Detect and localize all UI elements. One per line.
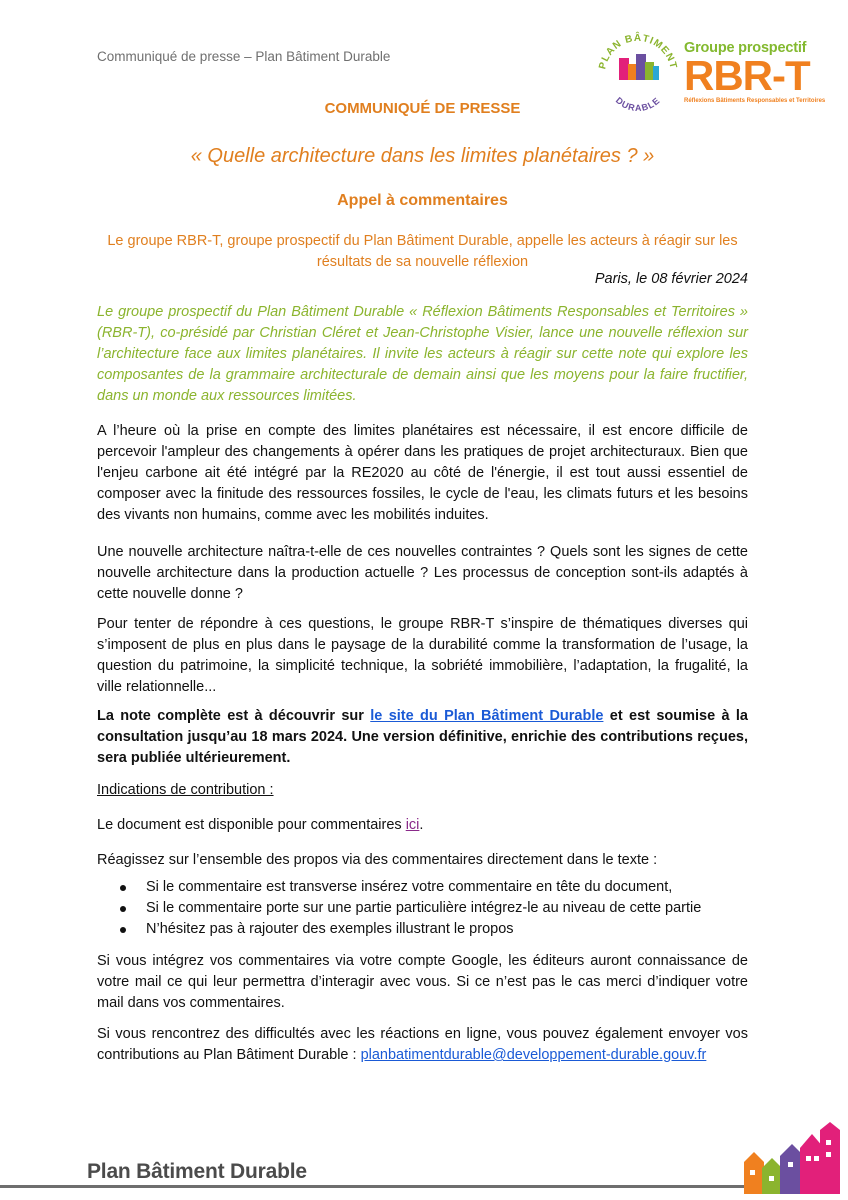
rbrt-logo-line1: Groupe prospectif <box>684 40 807 56</box>
list-item-text: Si le commentaire porte sur une partie particulière intégrez-le au niveau de cette partie <box>146 900 702 916</box>
list-item <box>97 898 748 919</box>
subtitle: Appel à commentaires <box>337 192 508 209</box>
logo-pbd-bottom-text: DURABLE <box>613 95 663 114</box>
rbrt-logo-wordmark: RBR-T <box>684 52 810 99</box>
list-item-text: Si le commentaire est transverse insérez votre commentaire en tête du document, <box>146 879 673 895</box>
paragraph-document-available <box>97 815 748 836</box>
page-title: « Quelle architecture dans les limites planétaires ? » <box>190 145 655 167</box>
list-item <box>97 877 748 898</box>
rbrt-logo <box>684 40 826 104</box>
paragraph-themes: Pour tenter de répondre à ces questions, le groupe RBR-T s’inspire de thématiques diverses qui s’imposent de plus en plus dans le paysage de la durabilité comme la transformation de l’usage, la question du patrimoine, la simplicité technique, la sobriété immobilière, l’adaptation, la frugalité, la ville relationnelle... <box>97 616 748 695</box>
intro-paragraph: Le groupe prospectif du Plan Bâtiment Durable « Réflexion Bâtiments Responsables et Territoires » (RBR-T), co-présidé par Christian Cléret et Jean-Christophe Visier, lance une nouvelle réflexion sur l’architecture face aux limites planétaires. Il invite les acteurs à réagir sur cette note qui explore les composantes de la grammaire architecturale de demain ainsi que les moyens pour la faire fructifier, dans un monde aux ressources limitées. <box>97 304 748 404</box>
lead-paragraph: Le groupe RBR-T, groupe prospectif du Plan Bâtiment Durable, appelle les acteurs à réagir sur les résultats de sa nouvelle réflexion <box>107 233 738 270</box>
houses-logo-icon <box>742 1122 842 1194</box>
document-link[interactable]: ici <box>405 817 420 833</box>
paragraph-contact <box>97 1024 748 1066</box>
consultation-text-after: et est soumise à la consultation jusqu’au 18 mars 2024. Une version définitive, enrichie des contributions reçues, sera publiée ultérieurement. <box>97 708 748 766</box>
paragraph-google-account: Si vous intégrez vos commentaires via votre compte Google, les éditeurs auront connaissance de votre mail ce qui leur permettra d’interagir avec vous. Si ce n’est pas le cas merci d’indiquer votre mail dans vos commentaires. <box>97 953 748 1011</box>
instructions-list <box>97 877 748 940</box>
site-plan-batiment-link[interactable]: le site du Plan Bâtiment Durable <box>370 708 604 724</box>
bullet-icon <box>120 927 126 933</box>
document-text-before: Le document est disponible pour commentaires <box>97 817 406 833</box>
footer-divider <box>0 1185 750 1188</box>
contact-text: Si vous rencontrez des difficultés avec les réactions en ligne, vous pouvez également envoyer vos contributions au Plan Bâtiment Durable : <box>97 1026 748 1063</box>
paragraph-context: A l’heure où la prise en compte des limites planétaires est nécessaire, il est encore difficile de percevoir l'ampleur des changements à opérer dans les pratiques de projet architecturaux. Bien que l'enjeu carbone ait été intégré par la RE2020 au côté de l'énergie, il est tout aussi essentiel de composer avec la finitude des ressources fossiles, le cycle de l'eau, les climats futurs et les besoins des vivants non humains, comme avec les mobilités induites. <box>97 423 748 523</box>
list-item <box>97 919 748 940</box>
rbrt-logo-tagline: Réflexions Bâtiments Responsables et Territoires <box>684 98 826 104</box>
contribution-heading: Indications de contribution : <box>97 782 274 798</box>
footer-brand: Plan Bâtiment Durable <box>87 1160 307 1183</box>
bullet-icon <box>120 906 126 912</box>
bullet-icon <box>120 885 126 891</box>
paragraph-questions: Une nouvelle architecture naîtra-t-elle de ces nouvelles contraintes ? Quels sont les signes de cette nouvelle architecture dans la production actuelle ? Les processus de conception sont-ils adaptés à cette nouvelle donne ? <box>97 544 748 602</box>
logo-pbd-top-text: PLAN BÂTIMENT <box>597 32 679 71</box>
paragraph-react: Réagissez sur l’ensemble des propos via des commentaires directement dans le texte : <box>97 852 658 868</box>
contact-email-link[interactable]: planbatimentdurable@developpement-durable.gouv.fr <box>360 1047 707 1063</box>
kicker: COMMUNIQUÉ DE PRESSE <box>324 100 521 117</box>
running-header: Communiqué de presse – Plan Bâtiment Durable <box>97 49 391 64</box>
paragraph-consultation <box>97 706 748 769</box>
consultation-text-before: La note complète est à découvrir sur <box>97 708 371 724</box>
list-item-text: N’hésitez pas à rajouter des exemples illustrant le propos <box>146 921 514 937</box>
dateline: Paris, le 08 février 2024 <box>594 271 748 287</box>
document-text-after: . <box>419 817 424 833</box>
